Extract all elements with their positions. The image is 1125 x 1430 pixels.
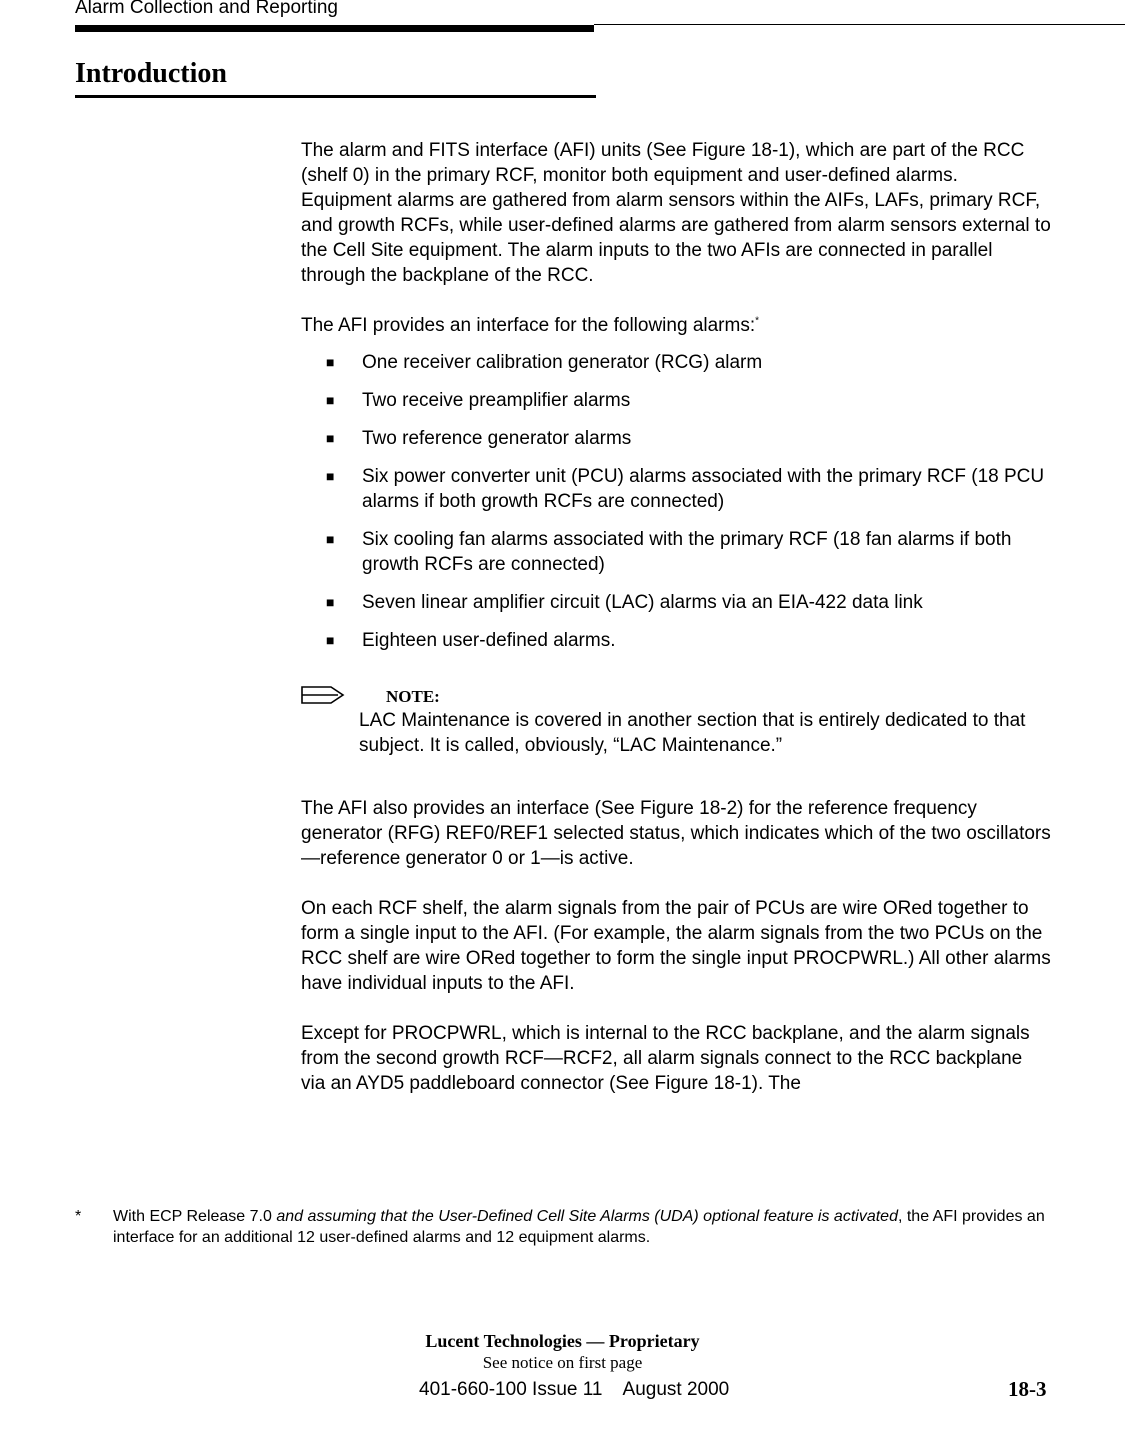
list-item bbox=[301, 388, 1051, 413]
note-label: NOTE: bbox=[386, 687, 440, 706]
footnote bbox=[75, 1206, 1055, 1248]
list-item-text: Six cooling fan alarms associated with the primary RCF (18 fan alarms if both growth RCFs are connected) bbox=[362, 529, 1012, 575]
footnote-reference[interactable]: * bbox=[755, 315, 760, 327]
paragraph-4: On each RCF shelf, the alarm signals from the pair of PCUs are wire ORed together to form a single input to the AFI. (For example, the alarm signals from the two PCUs on the RCC shelf are wire ORed together to form the single input PROCPWRL.) All other alarms have individual inputs to the AFI. bbox=[301, 898, 1051, 994]
paragraph-2-text: The AFI provides an interface for the following alarms: bbox=[301, 315, 756, 336]
bullet-icon: ■ bbox=[326, 354, 335, 370]
header-rule-thin bbox=[594, 24, 1125, 25]
note-arrow-icon bbox=[301, 686, 345, 704]
bullet-icon: ■ bbox=[326, 430, 335, 446]
list-item bbox=[301, 464, 1051, 514]
list-item bbox=[301, 527, 1051, 577]
footnote-text bbox=[113, 1206, 1055, 1248]
list-item-text: One receiver calibration generator (RCG) alarm bbox=[362, 352, 763, 373]
body-column bbox=[301, 138, 1051, 1121]
note-box bbox=[301, 686, 1051, 758]
list-item-text: Seven linear amplifier circuit (LAC) alarms via an EIA-422 data link bbox=[362, 592, 923, 613]
bullet-icon: ■ bbox=[326, 392, 335, 408]
page-number: 18-3 bbox=[1008, 1377, 1047, 1401]
paragraph-3: The AFI also provides an interface (See Figure 18-2) for the reference frequency generator (RFG) REF0/REF1 selected status, which indicates which of the two oscillators—reference generator 0 or 1—is active. bbox=[301, 798, 1051, 869]
footer-doc-info: 401-660-100 Issue 11 August 2000 bbox=[419, 1379, 730, 1400]
paragraph-5: Except for PROCPWRL, which is internal to the RCC backplane, and the alarm signals from the second growth RCF—RCF2, all alarm signals connect to the RCC backplane via an AYD5 paddleboard connector (See Figure 18-1). The bbox=[301, 1023, 1030, 1094]
list-item-text: Two reference generator alarms bbox=[362, 428, 632, 449]
bullet-icon: ■ bbox=[326, 531, 335, 547]
footnote-text-a: With ECP Release 7.0 bbox=[113, 1208, 277, 1225]
paragraph-2 bbox=[301, 313, 1051, 338]
list-item bbox=[301, 350, 1051, 375]
section-title: Introduction bbox=[75, 58, 227, 89]
list-item bbox=[301, 426, 1051, 451]
footnote-text-b: , the AFI provides an interface for an additional 12 user-defined alarms and 12 equipment alarms. bbox=[113, 1208, 1045, 1246]
running-header: Alarm Collection and Reporting bbox=[75, 0, 338, 18]
paragraph-1: The alarm and FITS interface (AFI) units (See Figure 18-1), which are part of the RCC (shelf 0) in the primary RCF, monitor both equipment and user-defined alarms. Equipment alarms are gathered from alarm sensors within the AIFs, LAFs, primary RCF, and growth RCFs, while user-defined alarms are gathered from alarm sensors external to the Cell Site equipment. The alarm inputs to the two AFIs are connected in parallel through the backplane of the RCC. bbox=[301, 140, 1051, 286]
footnote-text-italic: and assuming that the User-Defined Cell Site Alarms (UDA) optional feature is activated bbox=[276, 1208, 898, 1225]
alarm-list bbox=[301, 350, 1051, 653]
bullet-icon: ■ bbox=[326, 632, 335, 648]
footnote-mark: * bbox=[75, 1208, 82, 1225]
list-item-text: Six power converter unit (PCU) alarms associated with the primary RCF (18 PCU alarms if both growth RCFs are connected) bbox=[362, 466, 1045, 512]
bullet-icon: ■ bbox=[326, 594, 335, 610]
header-rule-thick bbox=[75, 25, 594, 32]
list-item bbox=[301, 590, 1051, 615]
list-item-text: Two receive preamplifier alarms bbox=[362, 390, 631, 411]
footer-notice: See notice on first page bbox=[482, 1353, 643, 1372]
title-rule bbox=[75, 95, 596, 98]
list-item bbox=[301, 628, 1051, 653]
footer-company: Lucent Technologies — Proprietary bbox=[425, 1331, 700, 1351]
list-item-text: Eighteen user-defined alarms. bbox=[362, 630, 616, 651]
note-text: LAC Maintenance is covered in another section that is entirely dedicated to that subject. It is called, obviously, “LAC Maintenance.” bbox=[359, 710, 1026, 756]
bullet-icon: ■ bbox=[326, 468, 335, 484]
